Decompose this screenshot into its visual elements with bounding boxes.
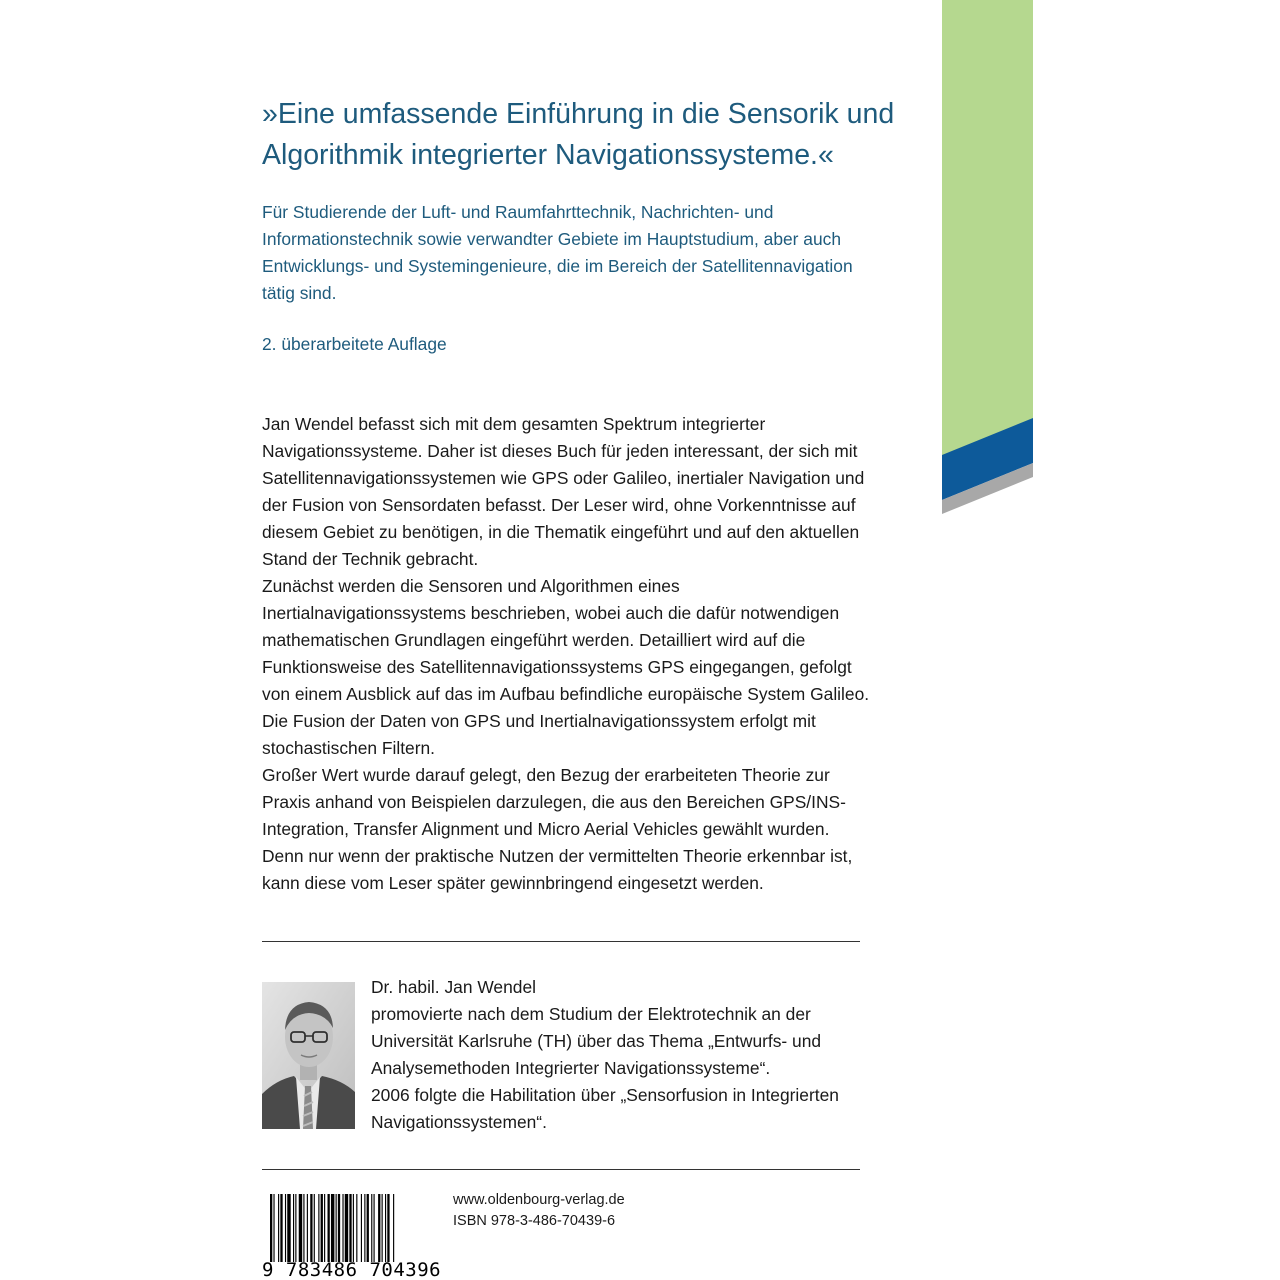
barcode-bar (278, 1194, 279, 1262)
barcode-bar (293, 1194, 294, 1262)
barcode-bar (371, 1194, 372, 1262)
barcode-bar (342, 1194, 343, 1262)
barcode-bar (345, 1194, 348, 1262)
barcode-bar (367, 1194, 369, 1262)
barcode-bar (387, 1194, 389, 1262)
barcode-bar (353, 1194, 354, 1262)
description-paragraph-3: Großer Wert wurde darauf gelegt, den Bezug der erarbeiteten Theorie zur Praxis anhand von Beispielen darzulegen, die aus den Bereichen GPS/INS-Integration, Transfer Alignment und Micro Aerial Vehicles gewählt wurden. Denn nur wenn der praktische Nutzen der vermittelten Theorie erkennbar ist, kann diese vom Leser später gewinnbringend eingesetzt werden. (262, 765, 853, 893)
tagline-line-2: Algorithmik integrierter Navigationssysteme.« (262, 139, 834, 171)
tagline (262, 94, 902, 176)
divider-top (262, 941, 860, 942)
author-portrait-image (262, 982, 355, 1129)
barcode-bar (336, 1194, 337, 1262)
decorative-green-band (942, 0, 1033, 455)
barcode-bar (328, 1194, 330, 1262)
author-biography (371, 974, 871, 1136)
author-name: Dr. habil. Jan Wendel (371, 977, 536, 997)
barcode-bar (310, 1194, 312, 1262)
barcode-bar (324, 1194, 325, 1262)
barcode-bar (307, 1194, 308, 1262)
barcode-bar (361, 1194, 362, 1262)
barcode-bar (314, 1194, 315, 1262)
barcode-bar (285, 1194, 286, 1262)
author-bio-paragraph-1: promovierte nach dem Studium der Elektrotechnik an der Universität Karlsruhe (TH) über das Thema „Entwurfs- und Analysemethoden Integrierter Navigationssysteme“. (371, 1004, 822, 1078)
barcode-bar (385, 1194, 386, 1262)
barcode-bar (374, 1194, 375, 1262)
barcode-bar (270, 1194, 272, 1262)
barcode-bar (321, 1194, 323, 1262)
barcode-bar (393, 1194, 394, 1262)
barcode-bar (318, 1194, 319, 1262)
barcode-bar (349, 1194, 351, 1262)
description-paragraph-2: Zunächst werden die Sensoren und Algorithmen eines Inertialnavigationssystems beschrieben, wobei auch die dafür notwendigen mathematischen Grundlagen eingeführt werden. Detailliert wird auf die Funktionsweise des Satellitennavigationssystems GPS eingegangen, gefolgt von einem Ausblick auf das im Aufbau befindliche europäische System Galileo. Die Fusion der Daten von GPS und Inertialnavigationssystem erfolgt mit stochastischen Filtern. (262, 576, 870, 758)
barcode-bar (280, 1194, 282, 1262)
book-description (262, 411, 872, 897)
barcode-bar (378, 1194, 380, 1262)
barcode-bar (382, 1194, 383, 1262)
publisher-website: www.oldenbourg-verlag.de (453, 1192, 625, 1208)
isbn-number: ISBN 978-3-486-70439-6 (453, 1213, 616, 1229)
barcode-bar (356, 1194, 357, 1262)
author-bio-paragraph-2: 2006 folgte die Habilitation über „Sensorfusion in Integrierten Navigationssystemen“. (371, 1085, 839, 1132)
publisher-info (453, 1190, 625, 1232)
barcode-bar (273, 1194, 274, 1262)
barcode-bars (270, 1194, 432, 1262)
barcode-bar (331, 1194, 334, 1262)
tagline-line-1: »Eine umfassende Einführung in die Sensorik und (262, 98, 895, 130)
barcode-bar (364, 1194, 365, 1262)
edition-label: 2. überarbeitete Auflage (262, 334, 447, 354)
target-audience-text: Für Studierende der Luft- und Raumfahrttechnik, Nachrichten- und Informationstechnik sowie verwandter Gebiete im Hauptstudium, aber auch Entwicklungs- und Systemingenieure, die im Bereich der Satellitennavigation tätig sind. (262, 202, 853, 303)
decorative-stripe-graphic (942, 418, 1033, 514)
barcode-digits: 9 783486 704396 (262, 1259, 442, 1280)
barcode-bar (338, 1194, 340, 1262)
barcode-bar (299, 1194, 302, 1262)
author-photo (262, 982, 355, 1129)
divider-bottom (262, 1169, 860, 1170)
isbn-barcode (262, 1190, 442, 1280)
description-paragraph-1: Jan Wendel befasst sich mit dem gesamten Spektrum integrierter Navigationssysteme. Daher ist dieses Buch für jeden interessant, der sich mit Satellitennavigationssystemen wie GPS oder Galileo, inertialer Navigation und der Fusion von Sensordaten befasst. Der Leser wird, ohne Vorkenntnisse auf diesem Gebiet zu benötigen, in die Thematik eingeführt und auf den aktuellen Stand der Technik gebracht. (262, 414, 865, 569)
barcode-bar (287, 1194, 290, 1262)
barcode-bar (295, 1194, 296, 1262)
barcode-bar (303, 1194, 304, 1262)
